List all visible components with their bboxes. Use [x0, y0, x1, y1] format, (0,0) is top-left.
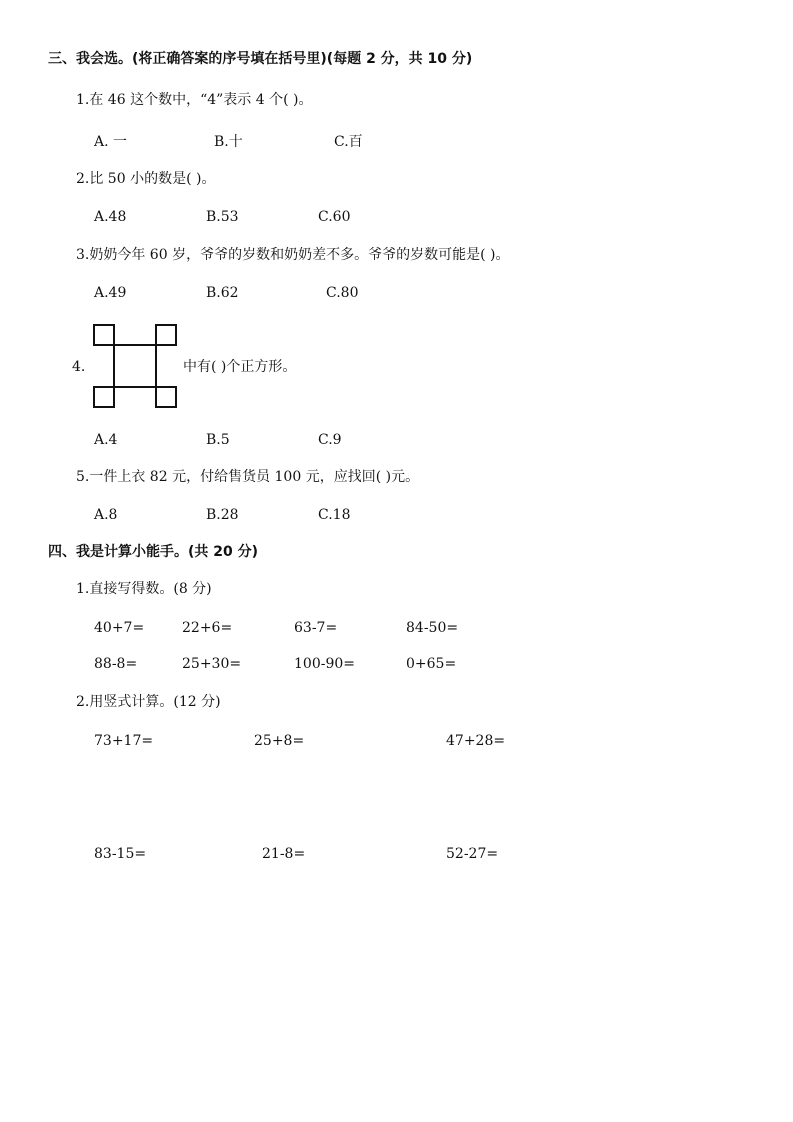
oral-calc-item: 88-8= — [94, 656, 138, 672]
oral-calc-item: 25+30= — [182, 656, 242, 672]
option-c: C.9 — [318, 432, 342, 448]
option-b: B.5 — [206, 432, 230, 448]
vertical-calc-item: 25+8= — [254, 733, 305, 749]
question-stem: 3.奶奶今年 60 岁，爷爷的岁数和奶奶差不多。爷爷的岁数可能是( )。 — [76, 247, 510, 263]
figure-square — [156, 325, 176, 345]
option-a: A.49 — [94, 285, 127, 301]
option-c: C.60 — [318, 209, 351, 225]
vertical-calc-item: 47+28= — [446, 733, 506, 749]
section-heading: 四、我是计算小能手。(共 20 分) — [48, 544, 259, 560]
question-stem: 5.一件上衣 82 元，付给售货员 100 元，应找回( )元。 — [76, 469, 420, 485]
option-b: B.28 — [206, 507, 239, 523]
oral-calc-item: 0+65= — [406, 656, 457, 672]
option-b: B.53 — [206, 209, 239, 225]
vertical-calc-item: 52-27= — [446, 846, 499, 862]
subsection-title: 1.直接写得数。(8 分) — [76, 581, 212, 597]
subsection-title: 2.用竖式计算。(12 分) — [76, 694, 221, 710]
figure-square — [94, 387, 114, 407]
oral-calc-item: 84-50= — [406, 620, 459, 636]
section-heading: 三、我会选。(将正确答案的序号填在括号里)(每题 2 分，共 10 分) — [48, 51, 473, 67]
oral-calc-item: 63-7= — [294, 620, 338, 636]
vertical-calc-item: 83-15= — [94, 846, 147, 862]
oral-calc-item: 40+7= — [94, 620, 145, 636]
oral-calc-item: 22+6= — [182, 620, 233, 636]
question-stem: 1.在 46 这个数中，“4”表示 4 个( )。 — [76, 92, 313, 108]
option-b: B.十 — [214, 134, 243, 150]
option-a: A. 一 — [94, 134, 128, 150]
option-c: C.18 — [318, 507, 351, 523]
question-stem: 中有( )个正方形。 — [183, 359, 297, 375]
figure-square — [94, 325, 114, 345]
squares-figure — [92, 323, 180, 411]
question-number: 4. — [72, 359, 86, 375]
option-a: A.4 — [94, 432, 118, 448]
figure-square — [114, 345, 156, 387]
question-stem: 2.比 50 小的数是( )。 — [76, 171, 216, 187]
option-a: A.48 — [94, 209, 127, 225]
oral-calc-item: 100-90= — [294, 656, 355, 672]
option-a: A.8 — [94, 507, 118, 523]
vertical-calc-item: 21-8= — [262, 846, 306, 862]
option-c: C.百 — [334, 134, 363, 150]
figure-square — [156, 387, 176, 407]
option-c: C.80 — [326, 285, 359, 301]
option-b: B.62 — [206, 285, 239, 301]
vertical-calc-item: 73+17= — [94, 733, 154, 749]
